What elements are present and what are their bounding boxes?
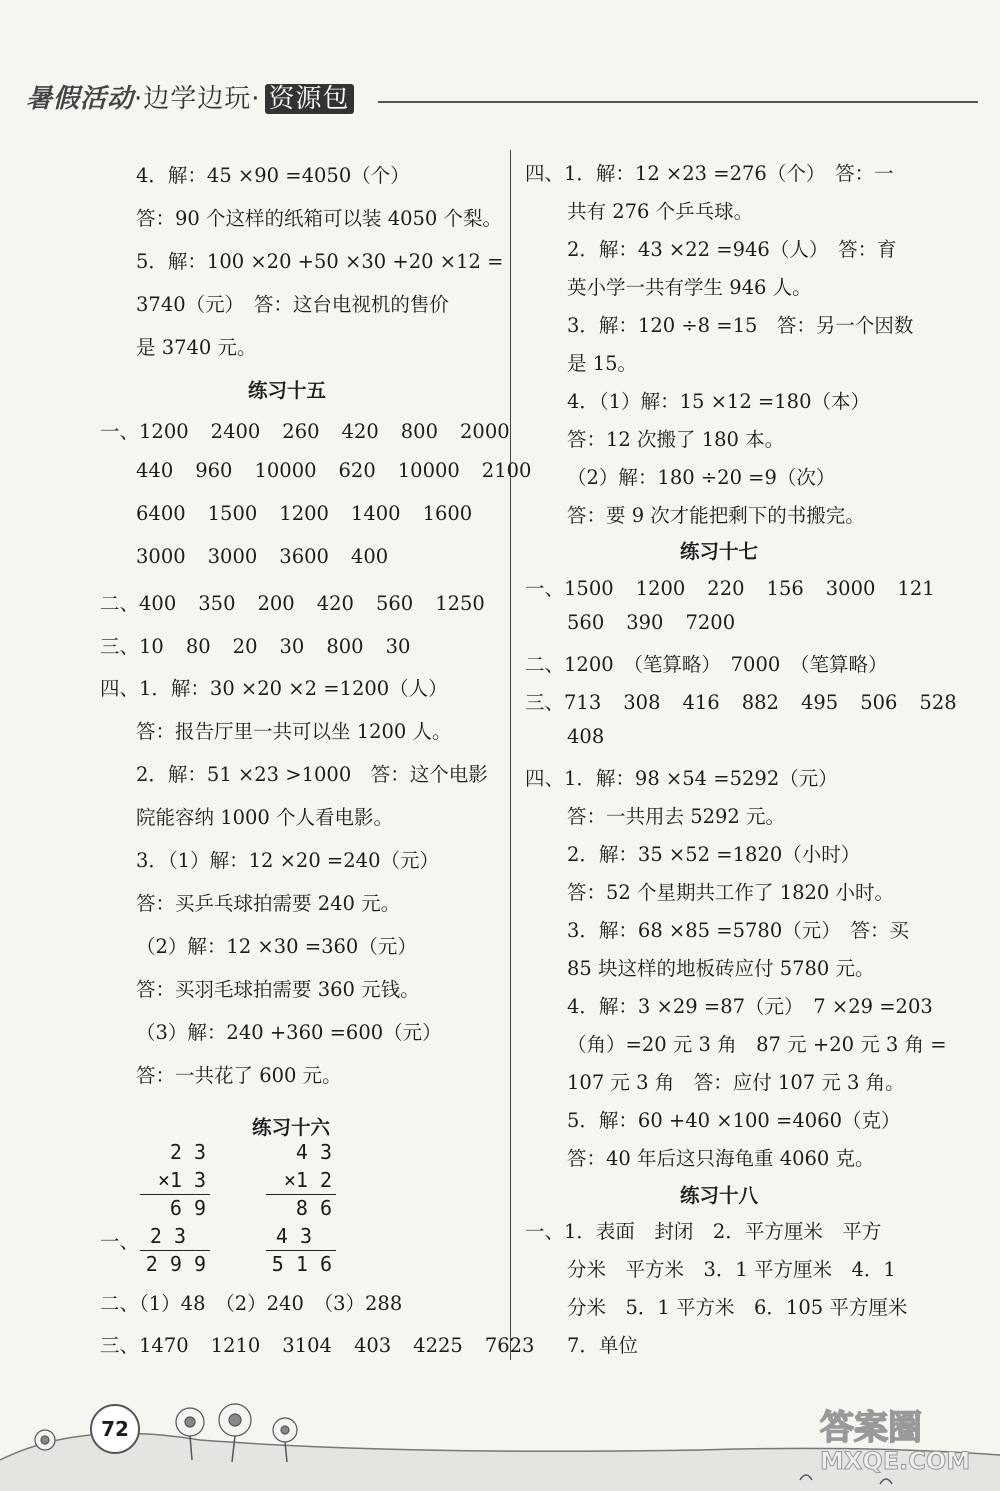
multiplier: ×1 3 <box>157 1168 206 1192</box>
text-line: 共有 276 个乒乓球。 <box>567 200 754 223</box>
text-line: 二、1200 （笔算略） 7000 （笔算略） <box>525 653 888 676</box>
answer-value: 308 <box>623 691 661 714</box>
answer-value: 620 <box>338 459 376 482</box>
answer-value: 156 <box>766 577 804 600</box>
text-line: 85 块这样的地板砖应付 5780 元。 <box>567 957 875 980</box>
vertical-multiplication-1 <box>140 1140 210 1276</box>
text-line: 四、1．解：12 ×23 =276（个） 答：一 <box>525 162 894 185</box>
text-line: 院能容纳 1000 个人看电影。 <box>136 806 394 829</box>
text-line: 2．解：35 ×52 =1820（小时） <box>567 843 861 866</box>
text-line: （2）解：12 ×30 =360（元） <box>136 935 417 958</box>
text-line: 是 15。 <box>567 352 638 375</box>
header-rule <box>378 101 978 103</box>
answer-value: 400 <box>350 545 389 568</box>
answer-value: 1470 <box>139 1334 189 1357</box>
answer-row <box>567 611 757 634</box>
watermark-url: MXQE.COM <box>820 1447 971 1475</box>
answer-value: 3600 <box>279 545 329 568</box>
question-label: 一、 <box>100 1230 140 1253</box>
text-line: 2．解：51 ×23 >1000 答：这个电影 <box>136 763 488 786</box>
answer-value: 10000 <box>254 459 317 482</box>
product: 5 1 6 <box>271 1252 332 1276</box>
text-line: 是 3740 元。 <box>136 336 257 359</box>
text-line: 分米 5．1 平方米 6．105 平方厘米 <box>567 1296 908 1319</box>
answer-value: 390 <box>626 611 664 634</box>
partial-product: 2 3 <box>149 1224 186 1248</box>
rule <box>266 1194 336 1195</box>
text-line: （3）解：240 +360 =600（元） <box>136 1021 442 1044</box>
answer-value: 3000 <box>207 545 258 568</box>
answer-value: 1250 <box>435 592 485 615</box>
text-line: 答：52 个星期共工作了 1820 小时。 <box>567 881 895 904</box>
text-line: 四、1．解：30 ×20 ×2 =1200（人） <box>100 677 448 700</box>
answer-value: 260 <box>282 420 320 443</box>
answer-value: 30 <box>279 635 305 658</box>
text-line: （角）=20 元 3 角 87 元 +20 元 3 角 = <box>567 1033 947 1056</box>
text-line: 答：报告厅里一共可以坐 1200 人。 <box>136 720 452 743</box>
text-line: 3740（元） 答：这台电视机的售价 <box>136 293 449 316</box>
column-divider <box>510 150 511 1360</box>
partial-product: 4 3 <box>275 1224 312 1248</box>
answer-row <box>567 725 626 748</box>
text-line: 2．解：43 ×22 =946（人） 答：育 <box>567 238 897 261</box>
answer-value: 440 <box>136 459 174 482</box>
text-line: 答：要 9 次才能把剩下的书搬完。 <box>567 504 865 527</box>
answer-row <box>525 573 957 601</box>
section-title-17: 练习十七 <box>680 540 759 563</box>
answer-value: 3000 <box>825 577 876 600</box>
text-line: 答：一共花了 600 元。 <box>136 1064 342 1087</box>
answer-value: 408 <box>567 725 605 748</box>
text-line: 四、1．解：98 ×54 =5292（元） <box>525 767 838 790</box>
text-line: 4．解：3 ×29 =87（元） 7 ×29 =203 <box>567 995 933 1018</box>
answer-value: 7200 <box>685 611 736 634</box>
text-line: 二、（1）48 （2）240 （3）288 <box>100 1292 403 1315</box>
answer-value: 960 <box>195 459 233 482</box>
right-column <box>525 150 957 1380</box>
answer-value: 4225 <box>413 1334 463 1357</box>
answer-value: 10 <box>139 635 164 658</box>
question-label: 三、 <box>100 635 140 658</box>
brand-subtitle: ·边学边玩· <box>134 84 261 114</box>
text-line: 答：买乒乓球拍需要 240 元。 <box>136 892 401 915</box>
answer-value: 10000 <box>397 459 460 482</box>
brand-tag: 资源包 <box>265 84 354 114</box>
question-label: 一、 <box>525 577 565 600</box>
text-line: 4．（1）解：15 ×12 =180（本） <box>567 390 870 413</box>
text-line: 答：90 个这样的纸箱可以装 4050 个梨。 <box>136 207 503 230</box>
answer-value: 80 <box>185 635 211 658</box>
answer-value: 1200 <box>635 577 686 600</box>
text-line: 英小学一共有学生 946 人。 <box>567 276 812 299</box>
answer-value: 6400 <box>136 502 186 525</box>
header-brand <box>26 78 354 115</box>
answer-value: 350 <box>198 592 236 615</box>
answer-value: 200 <box>257 592 295 615</box>
text-line: 一、1．表面 封闭 2．平方厘米 平方 <box>525 1220 882 1243</box>
rule <box>266 1250 336 1251</box>
left-column <box>100 150 535 1380</box>
answer-value: 1200 <box>139 420 189 443</box>
text-line: 5．解：60 +40 ×100 =4060（克） <box>567 1109 901 1132</box>
answer-value: 1600 <box>422 502 473 525</box>
answer-value: 420 <box>316 592 354 615</box>
partial-product: 6 9 <box>169 1196 206 1220</box>
text-line: （2）解：180 ÷20 =9（次） <box>567 466 836 489</box>
answer-value: 882 <box>741 691 779 714</box>
answer-value: 800 <box>400 420 438 443</box>
multiplicand: 4 3 <box>295 1140 332 1164</box>
answer-value: 560 <box>567 611 605 634</box>
answer-value: 1500 <box>564 577 614 600</box>
section-title-16: 练习十六 <box>252 1116 331 1139</box>
rule <box>140 1194 210 1195</box>
answer-value: 7623 <box>484 1334 535 1357</box>
text-line: 答：一共用去 5292 元。 <box>567 805 786 828</box>
answer-row <box>525 687 979 715</box>
watermark-logo: 答案圈 <box>820 1408 922 1448</box>
text-line: 答：40 年后这只海龟重 4060 克。 <box>567 1147 875 1170</box>
rule <box>140 1250 210 1251</box>
answer-value: 400 <box>139 592 177 615</box>
text-line: 7．单位 <box>567 1334 638 1357</box>
answer-value: 1210 <box>210 1334 261 1357</box>
question-label: 三、 <box>525 691 565 714</box>
answer-row <box>100 1330 556 1358</box>
answer-row <box>100 416 532 444</box>
answer-value: 403 <box>353 1334 392 1357</box>
text-line: 3．解：120 ÷8 =15 答：另一个因数 <box>567 314 914 337</box>
answer-value: 121 <box>897 577 935 600</box>
text-line: 4．解：45 ×90 =4050（个） <box>136 164 410 187</box>
answer-value: 2100 <box>481 459 532 482</box>
text-line: 答：12 次搬了 180 本。 <box>567 428 785 451</box>
section-title-15: 练习十五 <box>248 379 327 402</box>
answer-value: 2400 <box>210 420 261 443</box>
answer-value: 506 <box>860 691 898 714</box>
answer-value: 1500 <box>207 502 258 525</box>
answer-value: 220 <box>707 577 745 600</box>
text-line: 107 元 3 角 答：应付 107 元 3 角。 <box>567 1071 905 1094</box>
answer-row <box>136 502 494 525</box>
text-line: 3．解：68 ×85 =5780（元） 答：买 <box>567 919 909 942</box>
text-line: 5．解：100 ×20 +50 ×30 +20 ×12 = <box>136 250 504 273</box>
multiplier: ×1 2 <box>283 1168 332 1192</box>
text-line: 分米 平方米 3．1 平方厘米 4．1 <box>567 1258 896 1281</box>
text-line: 答：买羽毛球拍需要 360 元钱。 <box>136 978 420 1001</box>
text-line: 3．（1）解：12 ×20 =240（元） <box>136 849 439 872</box>
product: 2 9 9 <box>145 1252 206 1276</box>
answer-value: 416 <box>682 691 720 714</box>
answer-value: 420 <box>341 420 379 443</box>
answer-value: 3000 <box>136 545 186 568</box>
answer-value: 20 <box>232 635 258 658</box>
answer-row <box>100 631 432 659</box>
answer-value: 3104 <box>282 1334 332 1357</box>
question-label: 三、 <box>100 1334 140 1357</box>
answer-value: 528 <box>919 691 957 714</box>
answer-value: 1200 <box>279 502 329 525</box>
answer-value: 30 <box>385 635 411 658</box>
question-label: 二、 <box>100 592 140 615</box>
multiplicand: 2 3 <box>169 1140 206 1164</box>
answer-value: 495 <box>800 691 839 714</box>
section-title-18: 练习十八 <box>680 1184 759 1207</box>
answer-row <box>136 545 410 568</box>
vertical-multiplication-2 <box>266 1140 336 1276</box>
answer-row <box>136 459 553 482</box>
brand-title: 暑假活动 <box>26 84 135 114</box>
answer-value: 1400 <box>350 502 401 525</box>
answer-value: 713 <box>564 691 602 714</box>
answer-value: 560 <box>375 592 414 615</box>
page-number: 72 <box>90 1404 140 1454</box>
partial-product: 8 6 <box>295 1196 332 1220</box>
answer-row <box>100 588 507 616</box>
question-label: 一、 <box>100 420 140 443</box>
answer-value: 800 <box>326 635 364 658</box>
answer-value: 2000 <box>460 420 510 443</box>
